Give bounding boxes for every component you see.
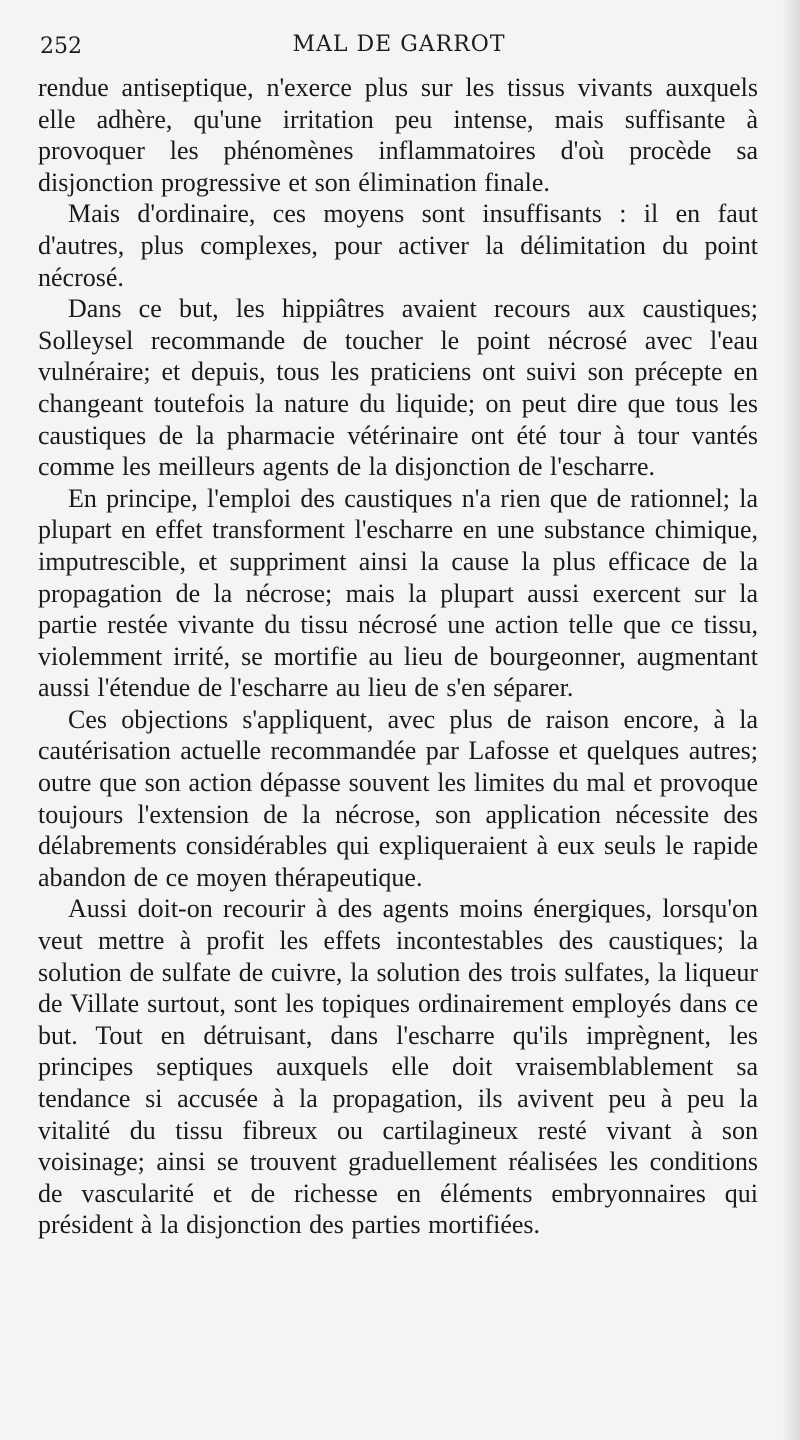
paragraph: Ces objections s'appliquent, avec plus de raison encore, à la cautérisation actuelle recommandée par Lafosse et quelques autres; outre que son action dépasse souvent les limites du mal et provoque toujours l'extension de la nécrose, son application nécessite des délabrements considérables qui expliqueraient à eux seuls le rapide abandon de ce moyen thérapeutique. — [38, 704, 758, 892]
paragraph-continued: rendue antiseptique, n'exerce plus sur les tissus vivants auxquels elle adhère, qu'une irritation peu intense, mais suffisante à provoquer les phénomènes inflammatoires d'où procède sa disjonction progressive et son élimination finale. — [38, 73, 758, 197]
paragraph: Mais d'ordinaire, ces moyens sont insuffisants : il en faut d'autres, plus complexes, pour activer la délimitation du point nécrosé. — [38, 199, 758, 292]
running-head — [34, 30, 764, 64]
page-title: MAL DE GARROT — [292, 32, 506, 57]
paragraph: En principe, l'emploi des caustiques n'a rien que de rationnel; la plupart en effet transforment l'escharre en une substance chimique, imputrescible, et suppriment ainsi la cause la plus efficace de la propagation de la nécrose; mais la plupart aussi exercent sur la partie restée vivante du tissu nécrosé une action telle que ce tissu, violemment irrité, se mortifie au lieu de bourgeonner, augmentant aussi l'étendue de l'escharre au lieu de s'en séparer. — [38, 483, 758, 703]
paragraph: Aussi doit-on recourir à des agents moins énergiques, lorsqu'on veut mettre à profit les effets incontestables des caustiques; la solution de sulfate de cuivre, la solution des trois sulfates, la liqueur de Villate surtout, sont les topiques ordinairement employés dans ce but. Tout en détruisant, dans l'escharre qu'ils imprègnent, les principes septiques auxquels elle doit vraisemblablement sa tendance si accusée à la propagation, ils avivent peu à peu la vitalité du tissu fibreux ou cartilagineux resté vivant à son voisinage; ainsi se trouvent graduellement réalisées les conditions de vascularité et de richesse en éléments embryonnaires qui président à la disjonction des parties mortifiées. — [38, 894, 758, 1240]
page-number: 252 — [40, 34, 82, 59]
page-edge-shadow — [782, 0, 800, 1440]
paragraph: Dans ce but, les hippiâtres avaient recours aux caustiques; Solleysel recommande de toucher le point nécrosé avec l'eau vulnéraire; et depuis, tous les praticiens ont suivi son précepte en changeant toutefois la nature du liquide; on peut dire que tous les caustiques de la pharmacie vétérinaire ont été tour à tour vantés comme les meilleurs agents de la disjonction de l'escharre. — [38, 294, 758, 482]
body-text — [38, 72, 758, 1241]
